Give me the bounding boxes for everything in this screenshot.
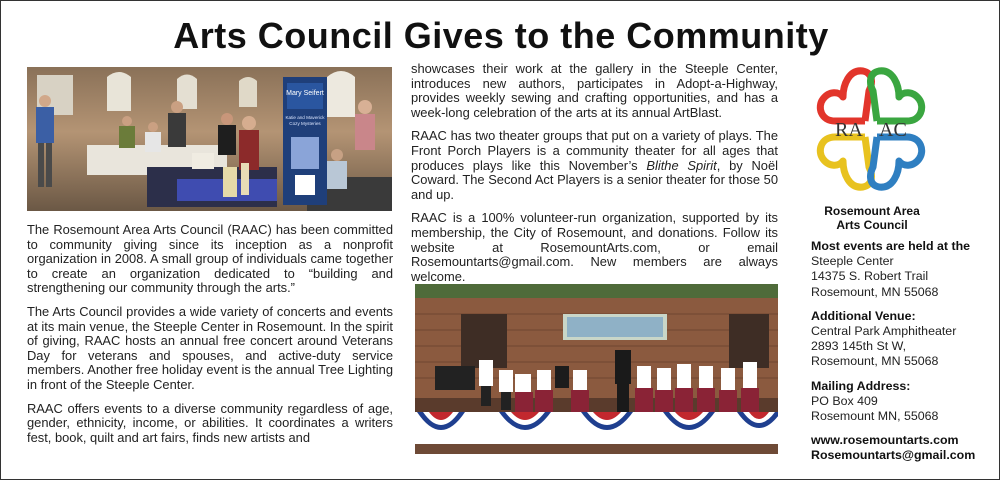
website-link[interactable]: www.rosemountarts.com xyxy=(811,433,959,448)
paragraph-theater xyxy=(411,129,778,202)
org-name xyxy=(817,204,927,232)
banner-line-3: Cozy Mysteries xyxy=(289,121,321,126)
book-fair-photo xyxy=(27,67,392,211)
banner-line-2: Katie and Maverick xyxy=(285,115,325,120)
mail-label: Mailing Address: xyxy=(811,378,911,393)
article-column-2 xyxy=(411,62,778,293)
logo-text-right: AC xyxy=(879,119,907,141)
additional-venue-block xyxy=(811,309,996,370)
venue-line: Rosemount, MN 55068 xyxy=(811,354,939,369)
paragraph-gallery: showcases their work at the gallery in the Steeple Center, introduces new authors, participates in Adopt-a-Highway, provides weekly sewing and crafting opportunities, and has a week-long celebration of the arts at its annual ArtBlast. xyxy=(411,61,778,120)
events-line: Steeple Center xyxy=(811,254,894,269)
paragraph-intro: The Rosemount Area Arts Council (RAAC) has been committed to community giving since its inception as a nonprofit organization in 2008. A small group of individuals came together to create an organization dedicated to “building and strengthening our community through the arts.” xyxy=(27,222,393,296)
article-column-1 xyxy=(27,223,393,454)
raac-logo xyxy=(813,63,929,193)
mail-line: Rosemount MN, 55068 xyxy=(811,409,939,424)
paragraph-volunteer: RAAC is a 100% volunteer-run organization, supported by its membership, the City of Rosemount, and donations. Follow its website at RosemountArts.com, or email Rosemountarts@gmail.com. New members are always welcome. xyxy=(411,210,778,284)
mailing-address-block xyxy=(811,379,996,425)
events-line: 14375 S. Robert Trail xyxy=(811,269,929,284)
contact-sidebar xyxy=(811,239,996,464)
org-name-line-1: Rosemount Area xyxy=(824,204,920,218)
venue-label: Additional Venue: xyxy=(811,308,916,323)
play-title: Blithe Spirit xyxy=(646,157,717,173)
concert-band-photo xyxy=(415,284,778,454)
venue-line: Central Park Amphitheater xyxy=(811,324,957,339)
email-link[interactable]: Rosemountarts@gmail.com xyxy=(811,448,976,463)
theater-text-before: RAAC has two theater groups that put on a variety of plays. The Front Porch Players is a community theater for all ages that produces plays like this November’s xyxy=(411,128,778,173)
logo-text-left: RA xyxy=(835,119,863,141)
org-name-line-2: Arts Council xyxy=(836,218,908,232)
paragraph-events: The Arts Council provides a wide variety of concerts and events at its main venue, the Steeple Center in Rosemount. In the spirit of giving, RAAC hosts an annual free concert around Veterans Day for veterans and spouses, and active-duty service members. Another free holiday event is the annual Tree Lighting in front of the Steeple Center. xyxy=(27,303,393,392)
paragraph-diversity: RAAC offers events to a diverse community regardless of age, gender, ethnicity, income, or abilities. It coordinates a writers fest, book, quilt and art fairs, finds new artists and xyxy=(27,400,393,445)
events-line: Rosemount, MN 55068 xyxy=(811,284,939,299)
banner-line-1: Mary Seifert xyxy=(286,90,324,97)
author-banner xyxy=(283,77,327,205)
events-label: Most events are held at the xyxy=(811,239,971,253)
venue-line: 2893 145th St W, xyxy=(811,339,907,354)
headline: Arts Council Gives to the Community xyxy=(173,15,829,56)
events-venue-block xyxy=(811,239,996,300)
mail-line: PO Box 409 xyxy=(811,393,878,408)
theater-text-after: , by Noël Coward. The Second Act Players is a senior theater for those 50 and up. xyxy=(411,157,779,202)
